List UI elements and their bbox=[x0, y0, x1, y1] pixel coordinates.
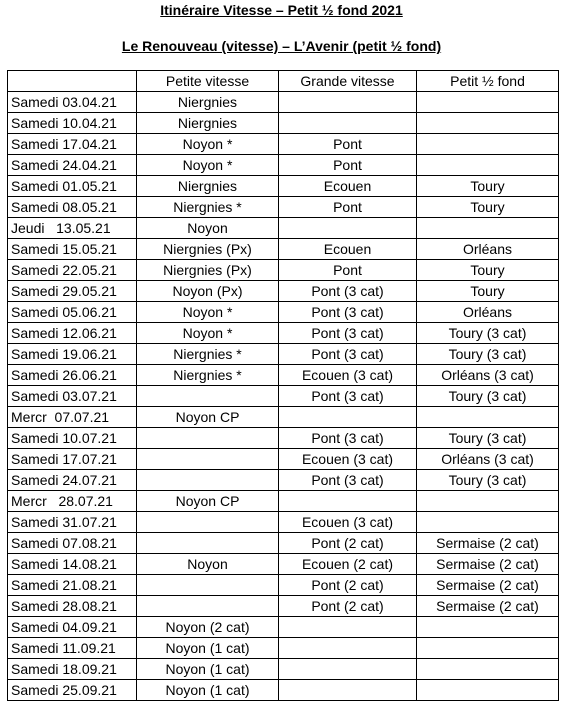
table-row bbox=[8, 407, 559, 428]
table-row bbox=[8, 92, 559, 113]
cell-date: Samedi 10.07.21 bbox=[8, 428, 137, 449]
cell-date: Samedi 28.08.21 bbox=[8, 596, 137, 617]
table-row bbox=[8, 323, 559, 344]
cell-petite-vitesse: Noyon * bbox=[137, 323, 279, 344]
cell-petite-vitesse: Noyon (2 cat) bbox=[137, 617, 279, 638]
cell-petite-vitesse: Noyon bbox=[137, 218, 279, 239]
cell-petit-demi-fond: Sermaise (2 cat) bbox=[417, 596, 559, 617]
cell-petit-demi-fond: Sermaise (2 cat) bbox=[417, 533, 559, 554]
cell-petit-demi-fond bbox=[417, 491, 559, 512]
cell-petit-demi-fond bbox=[417, 638, 559, 659]
cell-date: Samedi 18.09.21 bbox=[8, 659, 137, 680]
table-row bbox=[8, 659, 559, 680]
cell-date: Samedi 01.05.21 bbox=[8, 176, 137, 197]
cell-grande-vitesse: Ecouen (3 cat) bbox=[279, 365, 417, 386]
cell-petit-demi-fond: Toury (3 cat) bbox=[417, 470, 559, 491]
table-row bbox=[8, 155, 559, 176]
cell-grande-vitesse bbox=[279, 680, 417, 701]
cell-grande-vitesse: Pont (3 cat) bbox=[279, 428, 417, 449]
cell-petit-demi-fond bbox=[417, 92, 559, 113]
table-row bbox=[8, 176, 559, 197]
cell-petit-demi-fond: Toury bbox=[417, 260, 559, 281]
cell-date: Samedi 22.05.21 bbox=[8, 260, 137, 281]
table-row bbox=[8, 239, 559, 260]
cell-petit-demi-fond bbox=[417, 407, 559, 428]
cell-date: Samedi 19.06.21 bbox=[8, 344, 137, 365]
cell-petit-demi-fond bbox=[417, 512, 559, 533]
cell-petite-vitesse: Niergnies bbox=[137, 92, 279, 113]
cell-date: Samedi 04.09.21 bbox=[8, 617, 137, 638]
table-row bbox=[8, 281, 559, 302]
cell-petite-vitesse: Noyon * bbox=[137, 302, 279, 323]
cell-grande-vitesse: Pont bbox=[279, 260, 417, 281]
cell-grande-vitesse: Pont (3 cat) bbox=[279, 470, 417, 491]
table-row bbox=[8, 491, 559, 512]
cell-petite-vitesse: Niergnies * bbox=[137, 344, 279, 365]
cell-petite-vitesse: Niergnies * bbox=[137, 365, 279, 386]
cell-petit-demi-fond: Toury bbox=[417, 281, 559, 302]
cell-grande-vitesse: Pont (3 cat) bbox=[279, 281, 417, 302]
cell-petite-vitesse: Niergnies bbox=[137, 113, 279, 134]
cell-grande-vitesse bbox=[279, 407, 417, 428]
cell-grande-vitesse bbox=[279, 659, 417, 680]
header-grande-vitesse: Grande vitesse bbox=[279, 71, 417, 92]
cell-petite-vitesse bbox=[137, 449, 279, 470]
cell-grande-vitesse: Pont bbox=[279, 134, 417, 155]
cell-petit-demi-fond bbox=[417, 155, 559, 176]
cell-date: Samedi 10.04.21 bbox=[8, 113, 137, 134]
cell-petite-vitesse: Noyon (Px) bbox=[137, 281, 279, 302]
cell-date: Samedi 07.08.21 bbox=[8, 533, 137, 554]
cell-petit-demi-fond: Orléans (3 cat) bbox=[417, 365, 559, 386]
cell-date: Samedi 31.07.21 bbox=[8, 512, 137, 533]
cell-petite-vitesse: Niergnies * bbox=[137, 197, 279, 218]
table-row bbox=[8, 113, 559, 134]
table-body bbox=[8, 92, 559, 701]
cell-petite-vitesse: Noyon (1 cat) bbox=[137, 638, 279, 659]
table-row bbox=[8, 533, 559, 554]
cell-petit-demi-fond: Orléans (3 cat) bbox=[417, 449, 559, 470]
cell-petit-demi-fond: Toury (3 cat) bbox=[417, 344, 559, 365]
document-subtitle: Le Renouveau (vitesse) – L’Avenir (petit ½ fond) bbox=[121, 38, 442, 54]
cell-date: Samedi 24.07.21 bbox=[8, 470, 137, 491]
cell-petite-vitesse: Noyon (1 cat) bbox=[137, 680, 279, 701]
cell-date: Samedi 03.07.21 bbox=[8, 386, 137, 407]
cell-date: Jeudi 13.05.21 bbox=[8, 218, 137, 239]
cell-grande-vitesse: Pont (2 cat) bbox=[279, 575, 417, 596]
table-row bbox=[8, 575, 559, 596]
table-row bbox=[8, 218, 559, 239]
cell-petite-vitesse: Noyon CP bbox=[137, 491, 279, 512]
cell-petit-demi-fond: Toury (3 cat) bbox=[417, 323, 559, 344]
table-row bbox=[8, 638, 559, 659]
cell-date: Samedi 26.06.21 bbox=[8, 365, 137, 386]
cell-petit-demi-fond bbox=[417, 113, 559, 134]
cell-date: Samedi 25.09.21 bbox=[8, 680, 137, 701]
cell-date: Samedi 17.04.21 bbox=[8, 134, 137, 155]
cell-grande-vitesse: Pont bbox=[279, 197, 417, 218]
header-row bbox=[8, 71, 559, 92]
cell-petit-demi-fond: Toury (3 cat) bbox=[417, 428, 559, 449]
cell-grande-vitesse: Pont (2 cat) bbox=[279, 596, 417, 617]
cell-petit-demi-fond: Toury bbox=[417, 197, 559, 218]
itinerary-table bbox=[7, 70, 559, 701]
cell-petite-vitesse: Niergnies bbox=[137, 176, 279, 197]
cell-petite-vitesse: Noyon CP bbox=[137, 407, 279, 428]
cell-petite-vitesse bbox=[137, 596, 279, 617]
cell-date: Samedi 11.09.21 bbox=[8, 638, 137, 659]
cell-petite-vitesse bbox=[137, 512, 279, 533]
cell-petite-vitesse: Niergnies (Px) bbox=[137, 239, 279, 260]
cell-date: Samedi 21.08.21 bbox=[8, 575, 137, 596]
table-row bbox=[8, 386, 559, 407]
cell-petite-vitesse: Noyon bbox=[137, 554, 279, 575]
cell-petit-demi-fond bbox=[417, 680, 559, 701]
table-row bbox=[8, 428, 559, 449]
cell-grande-vitesse: Pont bbox=[279, 155, 417, 176]
cell-petite-vitesse bbox=[137, 470, 279, 491]
cell-grande-vitesse: Pont (3 cat) bbox=[279, 386, 417, 407]
cell-petite-vitesse bbox=[137, 386, 279, 407]
cell-grande-vitesse bbox=[279, 92, 417, 113]
cell-date: Samedi 05.06.21 bbox=[8, 302, 137, 323]
cell-petit-demi-fond bbox=[417, 218, 559, 239]
cell-grande-vitesse bbox=[279, 113, 417, 134]
cell-petit-demi-fond: Sermaise (2 cat) bbox=[417, 554, 559, 575]
cell-date: Samedi 12.06.21 bbox=[8, 323, 137, 344]
table-row bbox=[8, 617, 559, 638]
cell-grande-vitesse: Pont (3 cat) bbox=[279, 323, 417, 344]
cell-petit-demi-fond bbox=[417, 134, 559, 155]
header-petit-demi-fond: Petit ½ fond bbox=[417, 71, 559, 92]
cell-petit-demi-fond bbox=[417, 659, 559, 680]
table-row bbox=[8, 512, 559, 533]
cell-petite-vitesse: Noyon (1 cat) bbox=[137, 659, 279, 680]
cell-date: Samedi 15.05.21 bbox=[8, 239, 137, 260]
document-title: Itinéraire Vitesse – Petit ½ fond 2021 bbox=[160, 2, 403, 18]
cell-petit-demi-fond: Toury bbox=[417, 176, 559, 197]
cell-petit-demi-fond bbox=[417, 617, 559, 638]
cell-grande-vitesse bbox=[279, 218, 417, 239]
cell-grande-vitesse bbox=[279, 491, 417, 512]
cell-petite-vitesse bbox=[137, 428, 279, 449]
cell-date: Samedi 29.05.21 bbox=[8, 281, 137, 302]
cell-date: Samedi 08.05.21 bbox=[8, 197, 137, 218]
cell-petit-demi-fond: Toury (3 cat) bbox=[417, 386, 559, 407]
cell-date: Samedi 24.04.21 bbox=[8, 155, 137, 176]
cell-petite-vitesse: Noyon * bbox=[137, 155, 279, 176]
cell-date: Samedi 17.07.21 bbox=[8, 449, 137, 470]
table-row bbox=[8, 680, 559, 701]
cell-date: Mercr 07.07.21 bbox=[8, 407, 137, 428]
table-row bbox=[8, 365, 559, 386]
cell-grande-vitesse: Ecouen (2 cat) bbox=[279, 554, 417, 575]
cell-grande-vitesse: Ecouen bbox=[279, 176, 417, 197]
cell-date: Samedi 14.08.21 bbox=[8, 554, 137, 575]
cell-petite-vitesse: Niergnies (Px) bbox=[137, 260, 279, 281]
table-row bbox=[8, 449, 559, 470]
header-date bbox=[8, 71, 137, 92]
cell-petite-vitesse bbox=[137, 575, 279, 596]
cell-grande-vitesse: Pont (2 cat) bbox=[279, 533, 417, 554]
cell-grande-vitesse: Pont (3 cat) bbox=[279, 344, 417, 365]
table-row bbox=[8, 302, 559, 323]
cell-grande-vitesse: Ecouen bbox=[279, 239, 417, 260]
cell-petite-vitesse: Noyon * bbox=[137, 134, 279, 155]
table-row bbox=[8, 596, 559, 617]
cell-petit-demi-fond: Orléans bbox=[417, 302, 559, 323]
header-petite-vitesse: Petite vitesse bbox=[137, 71, 279, 92]
table-row bbox=[8, 554, 559, 575]
cell-petit-demi-fond: Orléans bbox=[417, 239, 559, 260]
cell-grande-vitesse: Ecouen (3 cat) bbox=[279, 512, 417, 533]
table-row bbox=[8, 197, 559, 218]
cell-petit-demi-fond: Sermaise (2 cat) bbox=[417, 575, 559, 596]
cell-grande-vitesse bbox=[279, 638, 417, 659]
table-row bbox=[8, 260, 559, 281]
cell-petite-vitesse bbox=[137, 533, 279, 554]
cell-grande-vitesse: Ecouen (3 cat) bbox=[279, 449, 417, 470]
table-row bbox=[8, 134, 559, 155]
cell-grande-vitesse bbox=[279, 617, 417, 638]
table-row bbox=[8, 470, 559, 491]
table-row bbox=[8, 344, 559, 365]
cell-grande-vitesse: Pont (3 cat) bbox=[279, 302, 417, 323]
cell-date: Mercr 28.07.21 bbox=[8, 491, 137, 512]
cell-date: Samedi 03.04.21 bbox=[8, 92, 137, 113]
